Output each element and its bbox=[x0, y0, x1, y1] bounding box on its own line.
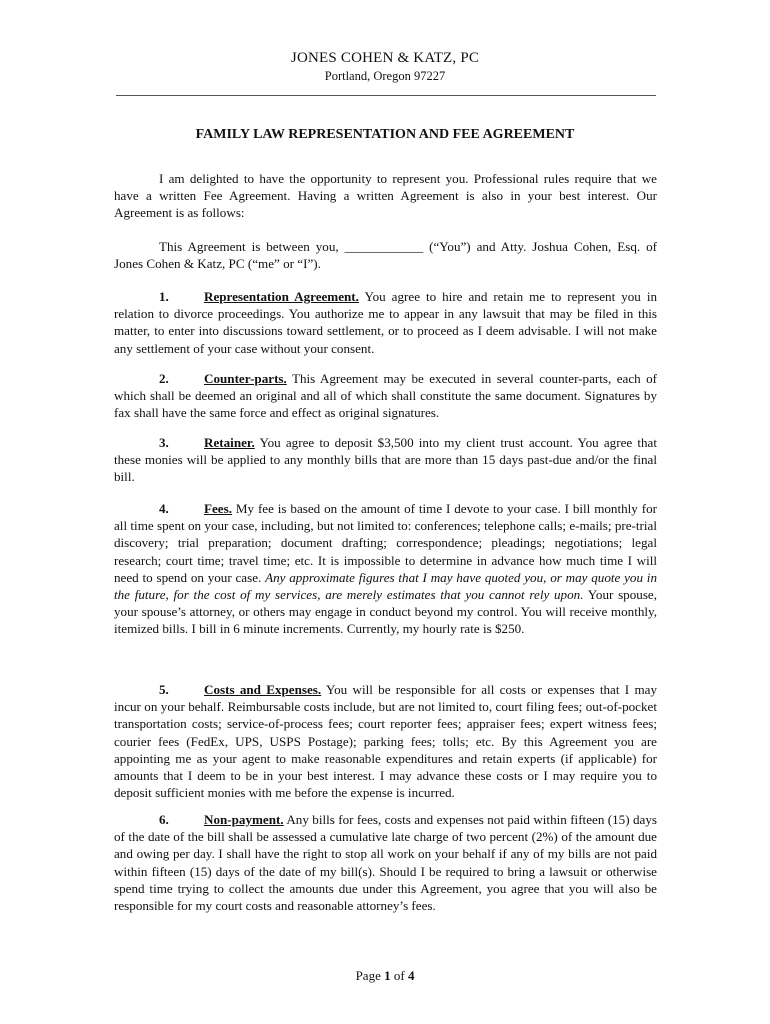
section-heading: Costs and Expenses. bbox=[204, 682, 322, 697]
section-heading: Representation Agreement. bbox=[204, 289, 359, 304]
section-number: 2. bbox=[159, 371, 169, 386]
section-3 bbox=[114, 434, 657, 486]
page-label: Page bbox=[355, 968, 381, 983]
section-number: 5. bbox=[159, 682, 169, 697]
section-heading: Retainer. bbox=[204, 435, 255, 450]
section-text-continued: Your spouse, your spouse’s attorney, or others may engage in conduct beyond my control. You will receive monthly, itemized bills. I bill in 6 minute increments. Currently, my hourly rate is $250. bbox=[114, 587, 658, 637]
page-footer bbox=[0, 967, 770, 984]
letterhead bbox=[0, 49, 770, 84]
section-heading: Non-payment. bbox=[204, 812, 284, 827]
section-6 bbox=[114, 811, 657, 914]
section-heading: Fees. bbox=[204, 501, 232, 516]
section-italic-text: Any approximate figures that I may have quoted you, or may quote you in the future, for the cost of my services, are merely estimates that you cannot rely upon. bbox=[114, 569, 657, 603]
section-2 bbox=[114, 370, 657, 422]
section-5 bbox=[114, 681, 657, 801]
intro-text: I am delighted to have the opportunity to represent you. Professional rules require that we have a written Fee Agreement. Having a written Agreement is also in your best interest. Our Agreement is as follows: bbox=[114, 171, 657, 221]
page-total: 4 bbox=[407, 968, 415, 983]
section-heading: Counter-parts. bbox=[204, 371, 287, 386]
section-text: You agree to hire and retain me to represent you in relation to divorce proceedings. You authorize me to appear in any lawsuit that may be filed in this matter, to enter into discussions toward settlement, or to proceed as I deem advisable. I will not make any settlement of your case without your consent. bbox=[114, 289, 658, 356]
document-title: FAMILY LAW REPRESENTATION AND FEE AGREEMENT bbox=[195, 127, 575, 142]
section-number: 3. bbox=[159, 435, 169, 450]
page-of-label: of bbox=[393, 968, 405, 983]
section-4 bbox=[114, 500, 657, 638]
firm-name: JONES COHEN & KATZ, PC bbox=[290, 50, 480, 66]
section-text: Any bills for fees, costs and expenses not paid within fifteen (15) days of the date of the bill shall be assessed a cumulative late charge of two percent (2%) of the amount due and owing per day. I shall have the right to stop all work on your behalf if any of my bills are not paid within fifteen (15) days of the date of my bill(s). Should I be required to bring a lawsuit or otherwise spend time trying to collect the amounts due under this Agreement, you agree that you will also be responsible for my court costs and reasonable attorney’s fees. bbox=[114, 812, 657, 914]
letterhead-divider bbox=[116, 95, 656, 96]
page-number: 1 bbox=[384, 968, 391, 983]
section-number: 6. bbox=[159, 812, 169, 827]
parties-paragraph bbox=[114, 238, 657, 272]
section-text: You agree to deposit $3,500 into my client trust account. You agree that these monies will be applied to any monthly bills that are more than 15 days past-due and/or the final bill. bbox=[114, 435, 657, 485]
section-number: 4. bbox=[159, 501, 169, 516]
section-number: 1. bbox=[159, 289, 169, 304]
section-text: My fee is based on the amount of time I devote to your case. I bill monthly for all time spent on your case, including, but not limited to: conferences; telephone calls; e-mails; pre-trial discovery; trial preparation; document drafting; correspondence; pleadings; negotiations; legal research; court time; travel time; etc. It is impossible to determine in advance how much time I will need to spend on your case. bbox=[114, 501, 657, 585]
section-text: You will be responsible for all costs or expenses that I may incur on your behalf. Reimbursable costs include, but are not limited to, court filing fees; out-of-pocket transportation costs; service-of-process fees; court reporter fees; appraiser fees; expert witness fees; courier fees (FedEx, UPS, USPS Postage); parking fees; tolls; etc. By this Agreement you are appointing me as your agent to make reasonable expenditures and retain experts (if applicable) for amounts that I deem to be in your best interest. I may advance these costs or I may require you to deposit sufficient monies with me before the expense is incurred. bbox=[114, 682, 657, 801]
section-1 bbox=[114, 288, 657, 357]
section-text: This Agreement may be executed in several counter-parts, each of which shall be deemed an original and all of which shall constitute the same document. Signatures by fax shall have the same force and effect as original signatures. bbox=[114, 371, 657, 421]
firm-address: Portland, Oregon 97227 bbox=[324, 69, 446, 83]
parties-text: This Agreement is between you, ____________ (“You”) and Atty. Joshua Cohen, Esq. of Jones Cohen & Katz, PC (“me” or “I”). bbox=[114, 239, 657, 272]
intro-paragraph bbox=[114, 170, 657, 222]
